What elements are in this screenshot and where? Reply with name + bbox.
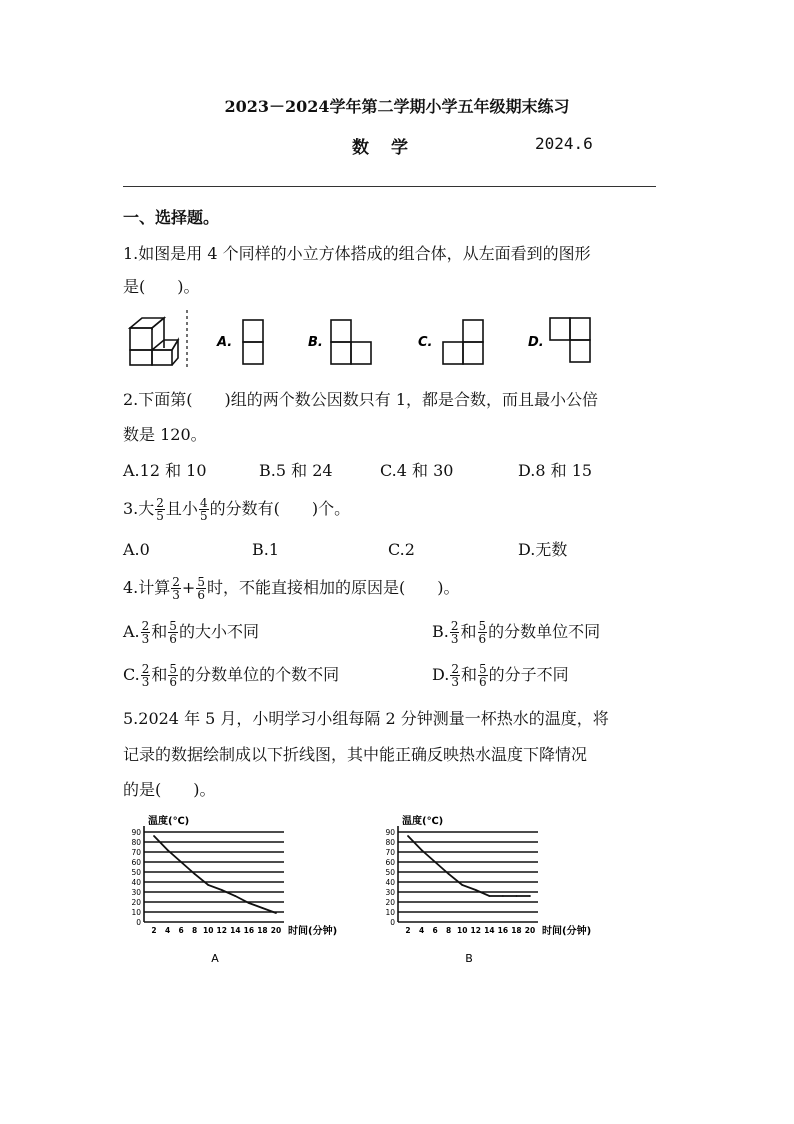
data-point <box>516 895 518 897</box>
y-tick-label: 0 <box>136 918 141 927</box>
data-point <box>407 835 409 837</box>
fraction: $\frac{4}{5}$ <box>199 496 208 523</box>
x-tick-label: 10 <box>457 926 468 935</box>
x-tick-label: 2 <box>151 926 157 935</box>
x-tick-label: 14 <box>484 926 495 935</box>
y-tick-label: 0 <box>390 918 395 927</box>
q4-stem: 4.计算 $\frac{2}{3}$ + $\frac{5}{6}$ 时，不能直接相加的原因是( )。 <box>123 575 460 602</box>
q5-line1: 5.2024 年 5 月，小明学习小组每隔 2 分钟测量一杯热水的温度，将 <box>123 709 609 728</box>
y-tick-label: 10 <box>385 908 395 917</box>
data-point <box>194 873 196 875</box>
x-axis-label: 时间(分钟) <box>288 926 338 937</box>
option-d-label: D. <box>528 335 544 350</box>
x-tick-label: 4 <box>164 926 171 935</box>
y-tick-label: 50 <box>385 868 395 877</box>
option-c-view <box>443 320 483 364</box>
data-point <box>502 895 504 897</box>
data-point <box>275 912 277 914</box>
data-point <box>262 907 264 909</box>
data-point <box>434 861 436 863</box>
q3-option-c: C.2 <box>388 540 415 559</box>
q3-option-a: A.0 <box>123 540 150 559</box>
data-point <box>461 884 463 886</box>
x-tick-label: 2 <box>405 926 411 935</box>
option-d-view <box>550 318 590 362</box>
q2-option-c: C.4 和 30 <box>380 461 454 480</box>
x-tick-label: 14 <box>230 926 241 935</box>
data-point <box>488 895 490 897</box>
data-point <box>448 873 450 875</box>
fraction: $\frac{2}{3}$ <box>172 575 180 602</box>
x-axis-label: 时间(分钟) <box>542 926 592 937</box>
data-point <box>207 884 209 886</box>
x-tick-label: 8 <box>192 926 198 935</box>
y-tick-label: 30 <box>131 888 141 897</box>
chart-title: A <box>211 952 219 965</box>
header-divider <box>123 186 656 187</box>
y-tick-label: 60 <box>385 858 395 867</box>
x-tick-label: 18 <box>257 926 268 935</box>
x-tick-label: 16 <box>497 926 509 935</box>
option-b-label: B. <box>308 335 323 350</box>
y-tick-label: 90 <box>385 828 395 837</box>
q1-line2: 是( )。 <box>123 277 200 296</box>
q4-option-d: D. $\frac{2}{3}$ 和 $\frac{5}{6}$ 的分子不同 <box>432 662 569 689</box>
data-point <box>475 889 477 891</box>
data-point <box>529 895 531 897</box>
y-tick-label: 70 <box>131 848 141 857</box>
q2-line1: 2.下面第( )组的两个数公因数只有 1，都是合数，而且最小公倍 <box>123 390 599 409</box>
q1-figures <box>120 308 600 370</box>
subject-label: 数学 <box>352 138 430 158</box>
q3-option-d: D.无数 <box>518 540 568 559</box>
x-tick-label: 20 <box>270 926 282 935</box>
option-c-label: C. <box>418 335 433 350</box>
x-tick-label: 12 <box>216 926 227 935</box>
line-chart-b <box>372 810 597 975</box>
data-point <box>234 895 236 897</box>
series-line <box>408 836 530 896</box>
fraction: $\frac{2}{5}$ <box>156 496 164 523</box>
x-tick-label: 6 <box>178 926 184 935</box>
y-tick-label: 40 <box>131 878 141 887</box>
y-tick-label: 90 <box>131 828 141 837</box>
page-title: 2023－2024学年第二学期小学五年级期末练习 <box>224 97 570 116</box>
y-tick-label: 20 <box>385 898 395 907</box>
option-a-label: A. <box>217 335 233 350</box>
y-tick-label: 60 <box>131 858 141 867</box>
y-tick-label: 50 <box>131 868 141 877</box>
data-point <box>167 849 169 851</box>
q2-line2: 数是 120。 <box>123 425 207 444</box>
q4-option-c: C. $\frac{2}{3}$ 和 $\frac{5}{6}$ 的分数单位的个数不同 <box>123 662 340 689</box>
y-axis-label: 温度(℃) <box>148 816 190 827</box>
q3-stem: 3.大 $\frac{2}{5}$ 且小 $\frac{4}{5}$ 的分数有( )个。 <box>123 496 351 523</box>
q3-option-b: B.1 <box>252 540 280 559</box>
q4-option-b: B. $\frac{2}{3}$ 和 $\frac{5}{6}$ 的分数单位不同 <box>432 619 601 646</box>
data-point <box>421 849 423 851</box>
option-a-view <box>243 320 263 364</box>
x-tick-label: 12 <box>470 926 481 935</box>
x-tick-label: 6 <box>432 926 438 935</box>
data-point <box>180 861 182 863</box>
q5-line2: 记录的数据绘制成以下折线图，其中能正确反映热水温度下降情况 <box>123 745 588 764</box>
fraction: $\frac{5}{6}$ <box>197 575 205 602</box>
y-axis-label: 温度(℃) <box>402 816 444 827</box>
section-title: 一、选择题。 <box>123 208 220 227</box>
q2-option-b: B.5 和 24 <box>259 461 333 480</box>
q2-option-a: A.12 和 10 <box>123 461 207 480</box>
x-tick-label: 4 <box>418 926 425 935</box>
exam-date: 2024.6 <box>535 134 593 153</box>
line-chart-a <box>118 810 343 975</box>
y-tick-label: 80 <box>131 838 141 847</box>
option-b-view <box>331 320 371 364</box>
y-tick-label: 80 <box>385 838 395 847</box>
q2-option-d: D.8 和 15 <box>518 461 593 480</box>
cube-assembly-figure <box>130 318 178 365</box>
y-tick-label: 30 <box>385 888 395 897</box>
y-tick-label: 10 <box>131 908 141 917</box>
x-tick-label: 18 <box>511 926 522 935</box>
data-point <box>221 889 223 891</box>
y-tick-label: 20 <box>131 898 141 907</box>
data-point <box>248 902 250 904</box>
q4-option-a: A. $\frac{2}{3}$ 和 $\frac{5}{6}$ 的大小不同 <box>123 619 259 646</box>
x-tick-label: 16 <box>243 926 255 935</box>
chart-title: B <box>465 952 473 965</box>
q1-line1: 1.如图是用 4 个同样的小立方体搭成的组合体，从左面看到的图形 <box>123 244 591 263</box>
y-tick-label: 70 <box>385 848 395 857</box>
y-tick-label: 40 <box>385 878 395 887</box>
q5-line3: 的是( )。 <box>123 780 216 799</box>
data-point <box>153 835 155 837</box>
x-tick-label: 10 <box>203 926 214 935</box>
x-tick-label: 8 <box>446 926 452 935</box>
x-tick-label: 20 <box>524 926 536 935</box>
